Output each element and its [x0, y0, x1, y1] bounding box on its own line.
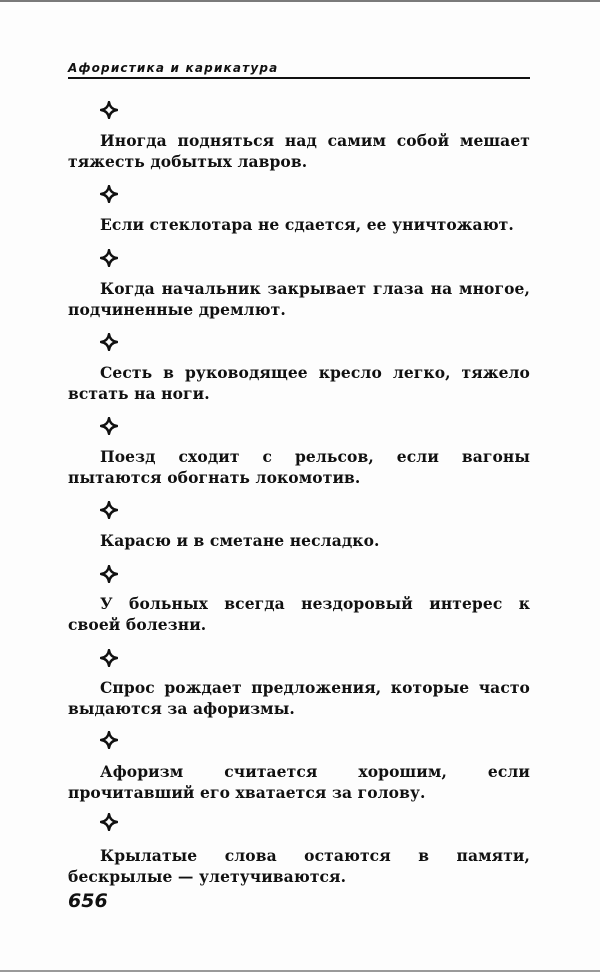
star-separator-icon: [100, 185, 118, 203]
aphorism-text: Иногда подняться над самим собой мешает тяжесть добытых лавров.: [68, 131, 530, 171]
page-number: 656: [68, 890, 108, 912]
star-separator-icon: [100, 731, 118, 749]
star-separator-icon: [100, 333, 118, 351]
aphorism-text: Крылатые слова остаются в памяти, бескрылые — улетучиваются.: [68, 846, 530, 886]
star-separator-icon: [100, 649, 118, 667]
star-separator-icon: [100, 813, 118, 831]
star-separator-icon: [100, 249, 118, 267]
aphorism-text: Афоризм считается хорошим, если прочитавший его хватается за голову.: [68, 762, 530, 802]
aphorism-text: Карасю и в сметане несладко.: [100, 531, 380, 550]
star-separator-icon: [100, 565, 118, 583]
star-separator-icon: [100, 417, 118, 435]
page-top-edge: [0, 0, 600, 2]
aphorism-text: Спрос рождает предложения, которые часто выдаются за афоризмы.: [68, 678, 530, 718]
running-head: Афористика и карикатура: [68, 61, 279, 75]
aphorism-text: Когда начальник закрывает глаза на многое, подчиненные дремлют.: [68, 279, 530, 319]
header-rule: [68, 77, 530, 79]
star-separator-icon: [100, 501, 118, 519]
aphorism-text: Поезд сходит с рельсов, если вагоны пытаются обогнать локомотив.: [68, 447, 530, 487]
aphorism-text: У больных всегда нездоровый интерес к своей болезни.: [68, 594, 530, 634]
aphorism-text: Сесть в руководящее кресло легко, тяжело встать на ноги.: [68, 363, 530, 403]
aphorism-text: Если стеклотара не сдается, ее уничтожают.: [100, 215, 514, 234]
star-separator-icon: [100, 101, 118, 119]
